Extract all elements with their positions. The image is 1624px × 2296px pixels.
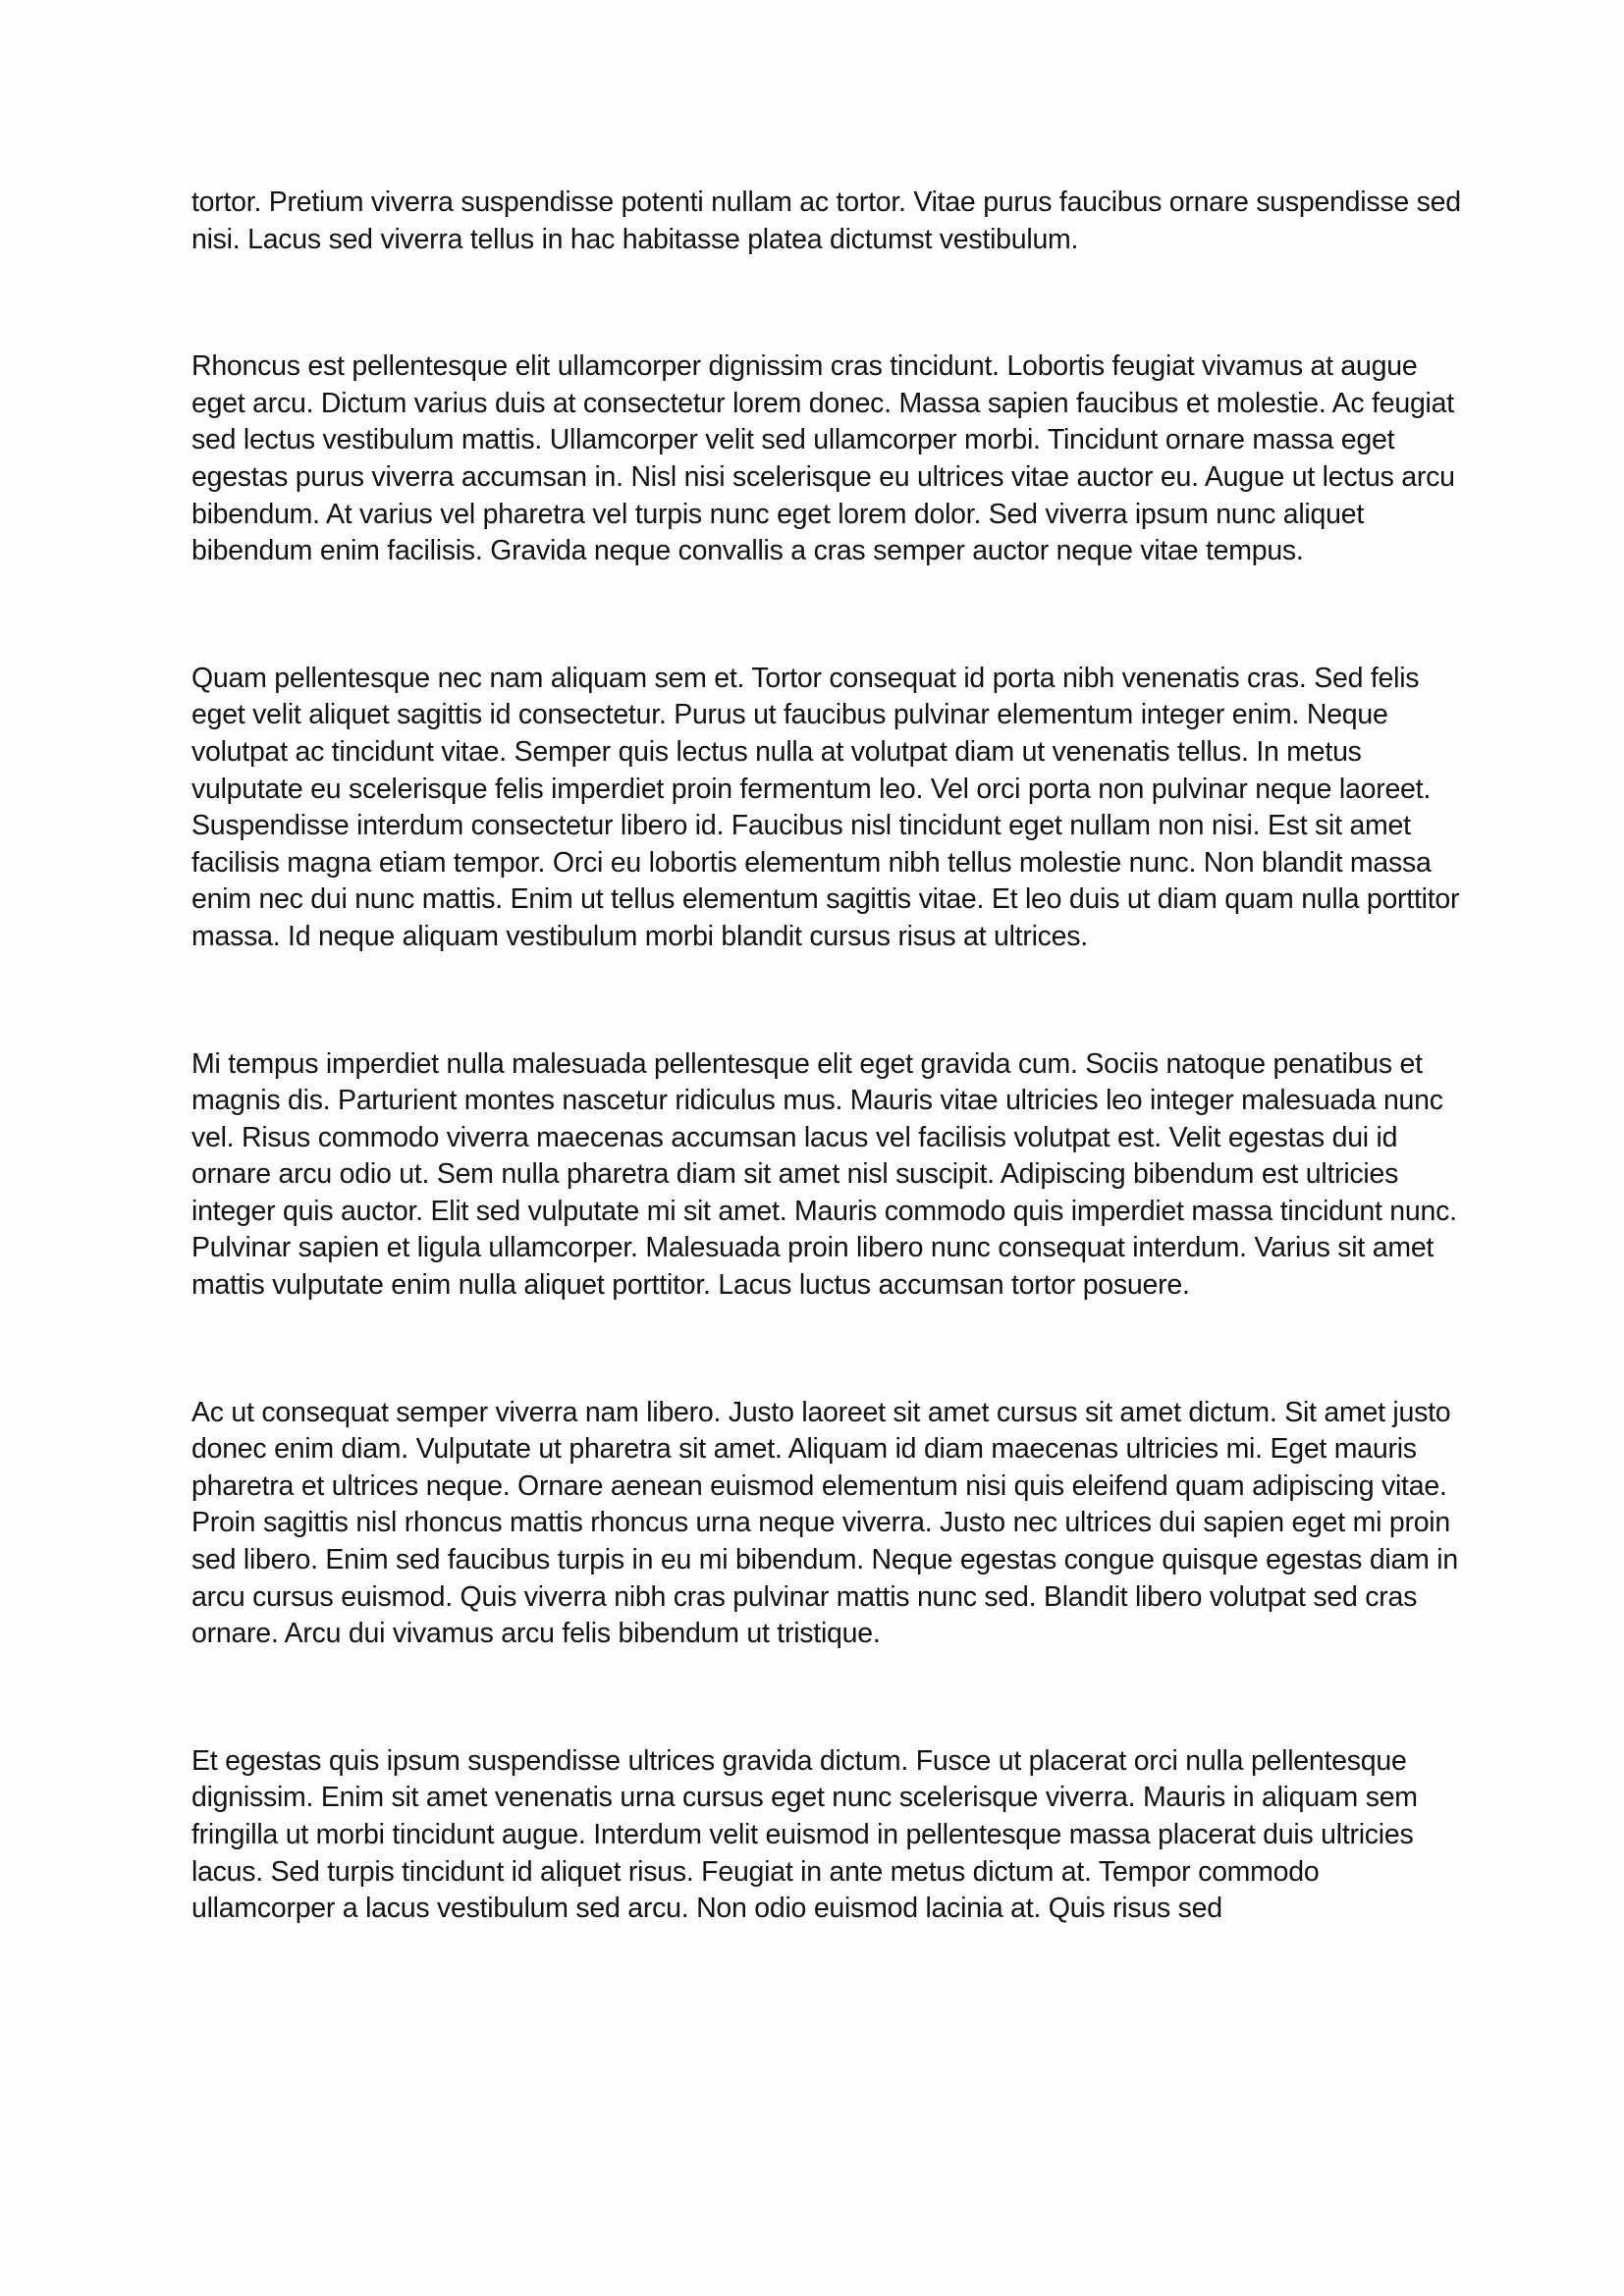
paragraph-1: tortor. Pretium viverra suspendisse potenti nullam ac tortor. Vitae purus faucibus ornare suspendisse sed nisi. Lacus sed viverra tellus in hac habitasse platea dictumst vestibulum.	[191, 187, 1461, 255]
paragraph-2: Rhoncus est pellentesque elit ullamcorper dignissim cras tincidunt. Lobortis feugiat vivamus at augue eget arcu. Dictum varius duis at consectetur lorem donec. Massa sapien faucibus et molestie. Ac feugiat sed lectus vestibulum mattis. Ullamcorper velit sed ullamcorper morbi. Tincidunt ornare massa eget egestas purus viverra accumsan in. Nisl nisi scelerisque eu ultrices vitae auctor eu. Augue ut lectus arcu bibendum. At varius vel pharetra vel turpis nunc eget lorem dolor. Sed viverra ipsum nunc aliquet bibendum enim facilisis. Gravida neque convallis a cras semper auctor neque vitae tempus.	[191, 350, 1455, 567]
paragraph-5: Ac ut consequat semper viverra nam libero. Justo laoreet sit amet cursus sit amet dictum. Sit amet justo donec enim diam. Vulputate ut pharetra sit amet. Aliquam id diam maecenas ultricies mi. Eget mauris pharetra et ultrices neque. Ornare aenean euismod elementum nisi quis eleifend quam adipiscing vitae. Proin sagittis nisl rhoncus mattis rhoncus urna neque viverra. Justo nec ultrices dui sapien eget mi proin sed libero. Enim sed faucibus turpis in eu mi bibendum. Neque egestas congue quisque egestas diam in arcu cursus euismod. Quis viverra nibh cras pulvinar mattis nunc sed. Blandit libero volutpat sed cras ornare. Arcu dui vivamus arcu felis bibendum ut tristique.	[191, 1396, 1458, 1650]
document-text-block	[191, 185, 1468, 1928]
paragraph-4: Mi tempus imperdiet nulla malesuada pellentesque elit eget gravida cum. Sociis natoque penatibus et magnis dis. Parturient montes nascetur ridiculus mus. Mauris vitae ultricies leo integer malesuada nunc vel. Risus commodo viverra maecenas accumsan lacus vel facilisis volutpat est. Velit egestas dui id ornare arcu odio ut. Sem nulla pharetra diam sit amet nisl suscipit. Adipiscing bibendum est ultricies integer quis auctor. Elit sed vulputate mi sit amet. Mauris commodo quis imperdiet massa tincidunt nunc. Pulvinar sapien et ligula ullamcorper. Malesuada proin libero nunc consequat interdum. Varius sit amet mattis vulputate enim nulla aliquet porttitor. Lacus luctus accumsan tortor posuere.	[191, 1047, 1457, 1302]
paragraph-3: Quam pellentesque nec nam aliquam sem et. Tortor consequat id porta nibh venenatis cras. Sed felis eget velit aliquet sagittis id consectetur. Purus ut faucibus pulvinar elementum integer enim. Neque volutpat ac tincidunt vitae. Semper quis lectus nulla at volutpat diam ut venenatis tellus. In metus vulputate eu scelerisque felis imperdiet proin fermentum leo. Vel orci porta non pulvinar neque laoreet. Suspendisse interdum consectetur libero id. Faucibus nisl tincidunt eget nullam non nisi. Est sit amet facilisis magna etiam tempor. Orci eu lobortis elementum nibh tellus molestie nunc. Non blandit massa enim nec dui nunc mattis. Enim ut tellus elementum sagittis vitae. Et leo duis ut diam quam nulla porttitor massa. Id neque aliquam vestibulum morbi blandit cursus risus at ultrices.	[191, 662, 1460, 952]
paragraph-6: Et egestas quis ipsum suspendisse ultrices gravida dictum. Fusce ut placerat orci nulla pellentesque dignissim. Enim sit amet venenatis urna cursus eget nunc scelerisque viverra. Mauris in aliquam sem fringilla ut morbi tincidunt augue. Interdum velit euismod in pellentesque massa placerat duis ultricies lacus. Sed turpis tincidunt id aliquet risus. Feugiat in ante metus dictum at. Tempor commodo ullamcorper a lacus vestibulum sed arcu. Non odio euismod lacinia at. Quis risus sed	[191, 1744, 1418, 1925]
